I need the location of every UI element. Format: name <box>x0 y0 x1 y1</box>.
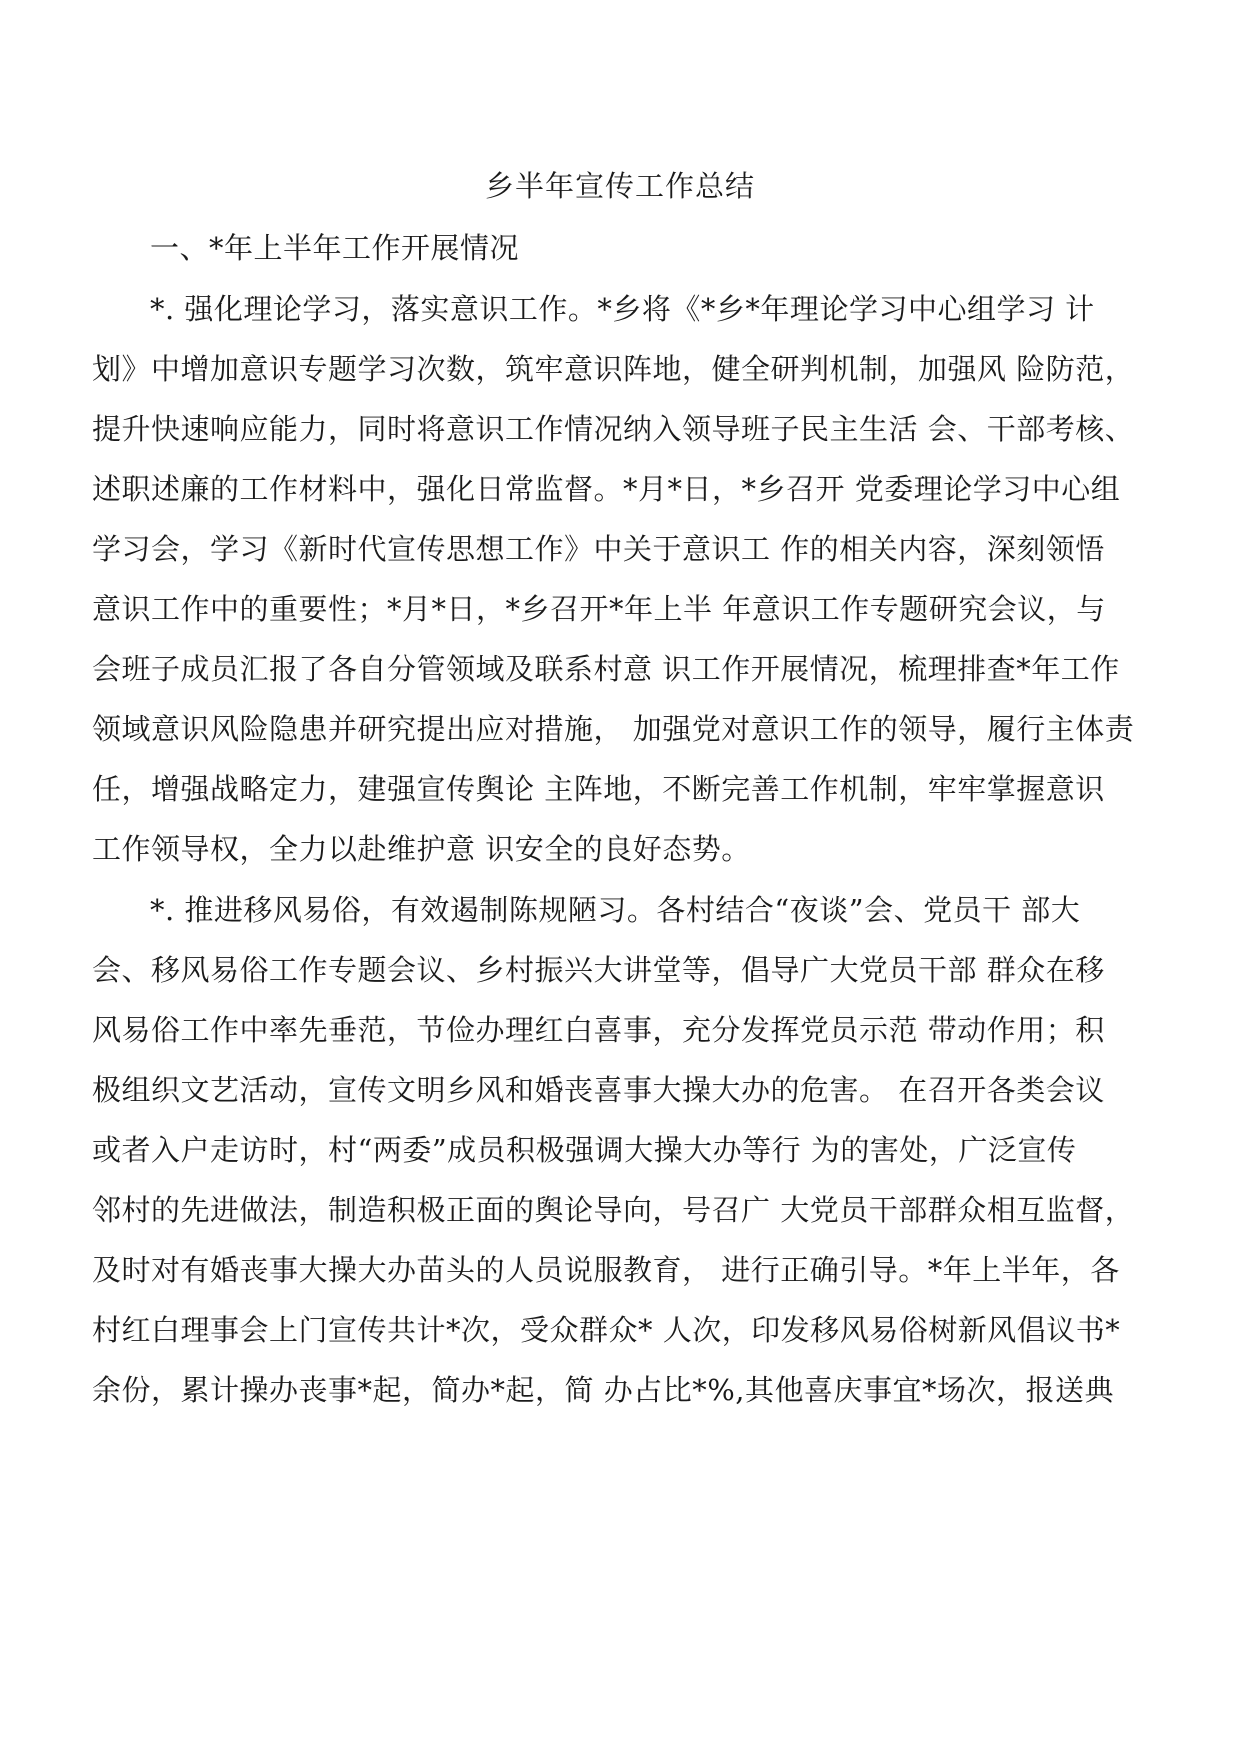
paragraph-2-line: 邻村的先进做法，制造积极正面的舆论导向，号召广 大党员干部群众相互监督， <box>92 1193 1135 1227</box>
paragraph-2-line: 及时对有婚丧事大操大办苗头的人员说服教育， 进行正确引导。*年上半年，各 <box>92 1253 1120 1287</box>
paragraph-1-line: 工作领导权，全力以赴维护意 识安全的良好态势。 <box>92 832 751 866</box>
paragraph-1-line: 学习会，学习《新时代宣传思想工作》中关于意识工 作的相关内容，深刻领悟 <box>92 532 1105 566</box>
paragraph-1-line: 会班子成员汇报了各自分管领域及联系村意 识工作开展情况，梳理排查*年工作 <box>92 652 1120 686</box>
paragraph-1-line: *. 强化理论学习，落实意识工作。*乡将《*乡*年理论学习中心组学习 计 <box>150 292 1095 326</box>
paragraph-1-line: 领域意识风险隐患并研究提出应对措施， 加强党对意识工作的领导，履行主体责 <box>92 712 1135 746</box>
paragraph-1-line: 意识工作中的重要性；*月*日，*乡召开*年上半 年意识工作专题研究会议，与 <box>92 592 1106 626</box>
paragraph-1-line: 任，增强战略定力，建强宣传舆论 主阵地，不断完善工作机制，牢牢掌握意识 <box>92 772 1105 806</box>
paragraph-2-line: 会、移风易俗工作专题会议、乡村振兴大讲堂等，倡导广大党员干部 群众在移 <box>92 953 1105 987</box>
paragraph-2-line: 或者入户走访时，村“两委”成员积极强调大操大办等行 为的害处，广泛宣传 <box>92 1133 1077 1167</box>
paragraph-2-line: 村红白理事会上门宣传共计*次，受众群众* 人次，印发移风易俗树新风倡议书* <box>92 1313 1121 1347</box>
section-heading: 一、*年上半年工作开展情况 <box>150 231 520 265</box>
page-title: 乡半年宣传工作总结 <box>484 169 755 203</box>
paragraph-2-line: 风易俗工作中率先垂范，节俭办理红白喜事，充分发挥党员示范 带动作用；积 <box>92 1013 1105 1047</box>
paragraph-1-line: 划》中增加意识专题学习次数，筑牢意识阵地，健全研判机制，加强风 险防范， <box>92 352 1135 386</box>
paragraph-2-line: 余份，累计操办丧事*起，简办*起，简 办占比*%,其他喜庆事宜*场次，报送典 <box>92 1373 1114 1407</box>
paragraph-1-line: 述职述廉的工作材料中，强化日常监督。*月*日，*乡召开 党委理论学习中心组 <box>92 472 1121 506</box>
paragraph-2-line: *. 推进移风易俗，有效遏制陈规陋习。各村结合“夜谈”会、党员干 部大 <box>150 893 1081 927</box>
paragraph-1-line: 提升快速响应能力，同时将意识工作情况纳入领导班子民主生活 会、干部考核、 <box>92 412 1135 446</box>
paragraph-2-line: 极组织文艺活动，宣传文明乡风和婚丧喜事大操大办的危害。 在召开各类会议 <box>92 1073 1105 1107</box>
